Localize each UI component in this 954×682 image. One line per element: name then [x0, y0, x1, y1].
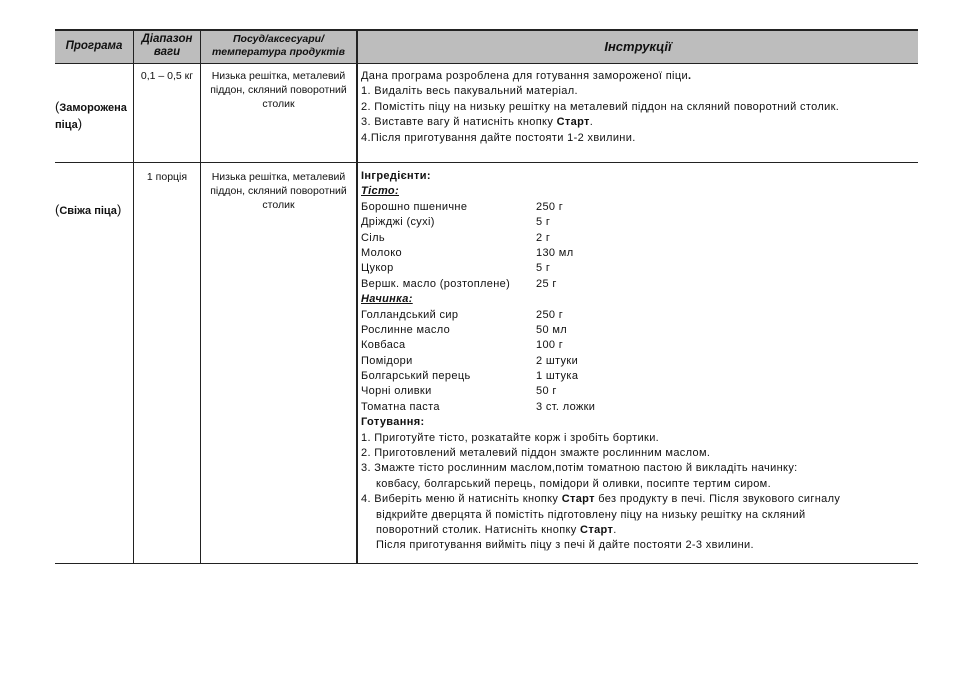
ingredient-qty: 25 г [536, 277, 557, 290]
weight-frozen-pizza: 0,1 – 0,5 кг [140, 70, 194, 82]
instruction-line: 1. Видаліть весь пакувальний матеріал. [361, 85, 578, 98]
header-divider [55, 63, 918, 64]
ingredient-name: Дріжджі (сухі) [361, 216, 435, 229]
ingredient-qty: 250 г [536, 200, 564, 213]
ingredient-row [361, 231, 915, 246]
dough-title: Тісто: [361, 185, 400, 198]
ingredient-name: Чорні оливки [361, 385, 432, 398]
step-line: ковбасу, болгарський перець, помідори й оливки, посипте тертим сиром. [376, 477, 772, 490]
ingredient-qty: 130 мл [536, 246, 574, 259]
ingredient-qty: 2 штуки [536, 354, 579, 367]
ingredients-title: Інгредієнти: [361, 170, 431, 182]
ingredient-row [361, 261, 915, 276]
ingredient-qty: 5 г [536, 262, 551, 275]
ingredient-row [361, 400, 915, 415]
ingredient-row [361, 308, 915, 323]
ingredient-row [361, 338, 915, 353]
ingredient-name: Сіль [361, 231, 385, 244]
ingredient-qty: 1 штука [536, 370, 579, 383]
ingredient-name: Томатна паста [361, 400, 440, 413]
ingredient-qty: 2 г [536, 231, 551, 244]
ingredient-name: Цукор [361, 262, 394, 275]
ingredient-row [361, 369, 915, 384]
ingredient-qty: 250 г [536, 308, 564, 321]
program-name: Заморожена піца [55, 102, 127, 131]
program-table [55, 29, 918, 564]
ingredient-row [361, 200, 915, 215]
program-name: Свіжа піца [59, 205, 117, 217]
ingredient-qty: 100 г [536, 339, 564, 352]
ingredient-name: Борошно пшеничне [361, 200, 468, 213]
step-line: Після приготування вийміть піцу з печі й дайте постояти 2-3 хвилини. [376, 539, 754, 552]
program-frozen-pizza: (Заморожена піца) [55, 99, 127, 131]
header-instructions: Інструкції [604, 38, 672, 54]
filling-title: Начинка: [361, 293, 413, 306]
ingredient-name: Ковбаса [361, 339, 406, 352]
ingredient-row [361, 246, 915, 261]
filling-list [361, 308, 915, 416]
step-line: відкрийте дверцята й помістіть підготовлену піцу на низьку решітку на скляний [376, 508, 806, 521]
program-fresh-pizza: (Свіжа піца) [55, 202, 122, 217]
column-divider [133, 29, 134, 564]
dough-list [361, 200, 915, 292]
weight-fresh-pizza: 1 порція [146, 171, 188, 183]
ingredient-row [361, 384, 915, 399]
ingredient-row [361, 323, 915, 338]
ingredient-qty: 50 мл [536, 323, 568, 336]
ingredient-name: Молоко [361, 246, 402, 259]
ingredient-row [361, 277, 915, 292]
instruction-line: Дана програма розроблена для готування замороженої піци. [361, 70, 692, 82]
header-program: Програма [65, 39, 123, 52]
ingredient-qty: 3 ст. ложки [536, 400, 596, 413]
header-accessories: Посуд/аксесуари/ температура продуктів [212, 33, 345, 58]
table-bottom-border [55, 563, 918, 564]
ingredient-row [361, 215, 915, 230]
instructions-frozen-pizza [361, 69, 915, 146]
step-line: 3. Змажте тісто рослинним маслом,потім томатною пастою й викладіть начинку: [361, 462, 798, 475]
column-divider [356, 29, 358, 564]
accessories-frozen-pizza: Низька решітка, металевий піддон, скляний поворотний столик [210, 70, 347, 110]
instruction-line: 4.Після приготування дайте постояти 1-2 хвилини. [361, 131, 636, 144]
instruction-line: 2. Помістіть піцу на низьку решітку на металевий піддон на скляний поворотний столик. [361, 100, 840, 113]
accessories-fresh-pizza: Низька решітка, металевий піддон, скляний поворотний столик [210, 171, 347, 211]
step-line: 2. Приготовлений металевий піддон змажте рослинним маслом. [361, 447, 711, 460]
ingredient-name: Рослинне масло [361, 323, 451, 336]
ingredient-qty: 5 г [536, 216, 551, 229]
instruction-line: 3. Виставте вагу й натисніть кнопку Старт. [361, 116, 594, 129]
instructions-fresh-pizza [361, 169, 915, 554]
step-line: 4. Виберіть меню й натисніть кнопку Старт без продукту в печі. Після звукового сигналу [361, 493, 841, 506]
ingredient-name: Вершк. масло (розтоплене) [361, 277, 511, 290]
column-divider [200, 29, 201, 564]
ingredient-name: Болгарський перець [361, 370, 471, 383]
header-weight-range: Діапазон ваги [141, 33, 193, 58]
ingredient-row [361, 354, 915, 369]
row-divider [55, 162, 918, 163]
ingredient-name: Голландський сир [361, 308, 459, 321]
cooking-title: Готування: [361, 416, 425, 429]
step-line: поворотний столик. Натисніть кнопку Старт. [376, 523, 617, 536]
ingredient-qty: 50 г [536, 385, 557, 398]
step-line: 1. Приготуйте тісто, розкатайте корж і зробіть бортики. [361, 431, 660, 444]
ingredient-name: Помідори [361, 354, 413, 367]
